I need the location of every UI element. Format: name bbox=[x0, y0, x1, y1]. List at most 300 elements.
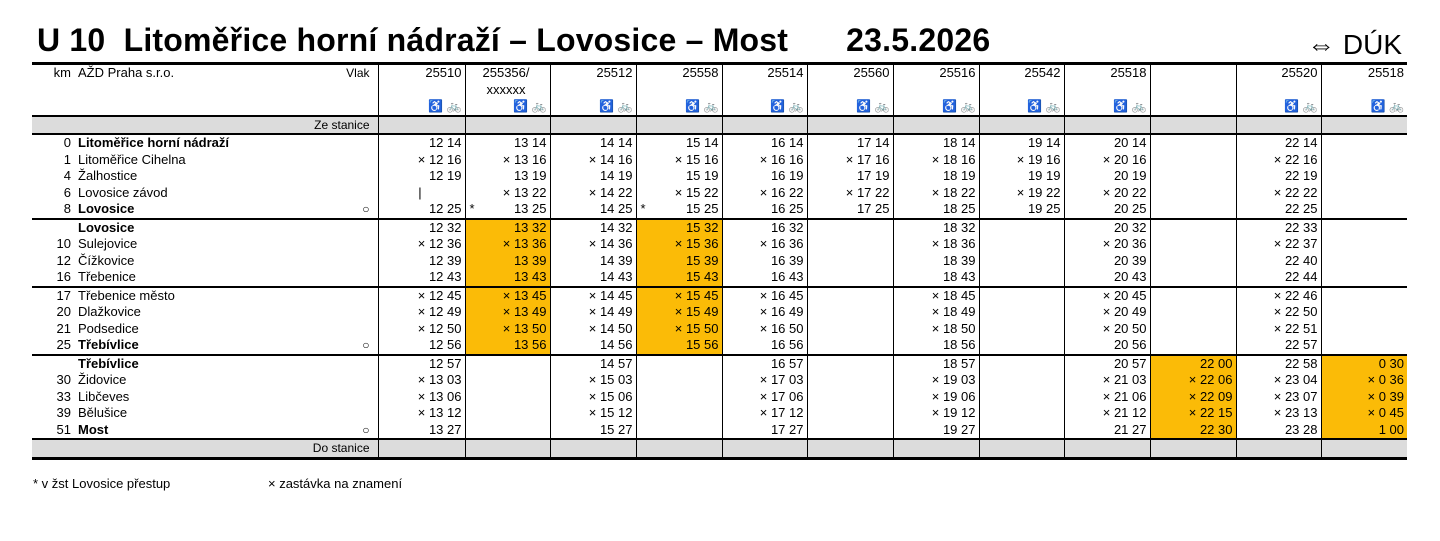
accessibility-bicycle-icon: ♿ 🚲 bbox=[378, 98, 465, 116]
departure-time: 12 56 bbox=[378, 337, 465, 355]
station-name: Třebenice bbox=[78, 269, 136, 284]
departure-time bbox=[979, 269, 1064, 287]
departure-time bbox=[1321, 134, 1407, 152]
departure-time: × 0 45 bbox=[1321, 405, 1407, 422]
station-indicator: ○ bbox=[362, 202, 370, 216]
spacer bbox=[636, 116, 722, 135]
train-number-suffix bbox=[979, 82, 1064, 99]
spacer bbox=[550, 439, 636, 458]
departure-time: 12 57 bbox=[378, 355, 465, 373]
station-km: 51 bbox=[56, 421, 71, 437]
spacer bbox=[32, 116, 74, 135]
station-row bbox=[32, 152, 1407, 169]
station-row bbox=[32, 405, 1407, 422]
departure-time: × 15 36 bbox=[636, 236, 722, 253]
request-stop-note: × zastávka na znamení bbox=[268, 476, 403, 491]
train-number: 25560 bbox=[807, 64, 893, 82]
departure-time: 1 00 bbox=[1321, 422, 1407, 440]
station-km: 20 bbox=[56, 304, 71, 319]
departure-time: 21 27 bbox=[1064, 422, 1150, 440]
departure-time bbox=[465, 405, 550, 422]
spacer bbox=[1064, 439, 1150, 458]
departure-time: 14 14 bbox=[550, 134, 636, 152]
departure-time: × 20 36 bbox=[1064, 236, 1150, 253]
departure-time: 20 14 bbox=[1064, 134, 1150, 152]
station-indicator bbox=[332, 269, 378, 287]
departure-time: 14 43 bbox=[550, 269, 636, 287]
departure-time: × 17 12 bbox=[722, 405, 807, 422]
accessibility-bicycle-icon: ♿ 🚲 bbox=[465, 98, 550, 116]
departure-time: 19 14 bbox=[979, 134, 1064, 152]
station-km: 25 bbox=[56, 337, 71, 352]
departure-time: × 18 50 bbox=[893, 321, 979, 338]
transfer-mark: * bbox=[469, 201, 475, 216]
station-name: Lovosice závod bbox=[78, 184, 168, 200]
spacer bbox=[636, 439, 722, 458]
departure-time bbox=[1321, 152, 1407, 169]
departure-time: × 13 22 bbox=[465, 185, 550, 202]
spacer bbox=[1321, 116, 1407, 135]
departure-time: × 20 45 bbox=[1064, 287, 1150, 305]
departure-time: × 12 36 bbox=[378, 236, 465, 253]
spacer bbox=[1236, 439, 1321, 458]
departure-time: 15 19 bbox=[636, 168, 722, 185]
departure-time: × 23 04 bbox=[1236, 372, 1321, 389]
carrier-label: ⇔ DÚK bbox=[1307, 29, 1402, 60]
station-indicator bbox=[332, 372, 378, 389]
departure-time: × 18 45 bbox=[893, 287, 979, 305]
departure-time: 16 25 bbox=[722, 201, 807, 219]
departure-time: × 13 45 bbox=[465, 287, 550, 305]
station-km: 10 bbox=[56, 236, 71, 251]
spacer bbox=[893, 439, 979, 458]
departure-time: 18 25 bbox=[893, 201, 979, 219]
departure-time bbox=[979, 422, 1064, 440]
departure-time bbox=[636, 355, 722, 373]
departure-time: | bbox=[378, 185, 465, 202]
departure-time: × 16 22 bbox=[722, 185, 807, 202]
departure-time: 13 14 bbox=[465, 134, 550, 152]
station-name: Dlažkovice bbox=[78, 304, 141, 319]
station-indicator bbox=[332, 134, 378, 152]
station-indicator bbox=[332, 389, 378, 406]
departure-time bbox=[807, 269, 893, 287]
departure-time: × 22 50 bbox=[1236, 304, 1321, 321]
station-indicator bbox=[332, 185, 378, 202]
departure-time: 17 14 bbox=[807, 134, 893, 152]
departure-time bbox=[979, 372, 1064, 389]
departure-time: 22 33 bbox=[1236, 219, 1321, 237]
station-km: 30 bbox=[56, 372, 71, 387]
spacer bbox=[1150, 116, 1236, 135]
departure-time: × 22 06 bbox=[1150, 372, 1236, 389]
departure-time bbox=[1321, 253, 1407, 270]
departure-time: × 14 45 bbox=[550, 287, 636, 305]
accessibility-bicycle-icon: ♿ 🚲 bbox=[1236, 98, 1321, 116]
departure-time: 18 57 bbox=[893, 355, 979, 373]
departure-time: 18 14 bbox=[893, 134, 979, 152]
departure-time: × 14 16 bbox=[550, 152, 636, 169]
departure-time: 18 19 bbox=[893, 168, 979, 185]
departure-time: × 13 06 bbox=[378, 389, 465, 406]
time-value: 13 25 bbox=[513, 201, 547, 216]
departure-time bbox=[1150, 304, 1236, 321]
train-number: 25510 bbox=[378, 64, 465, 82]
train-number: 25514 bbox=[722, 64, 807, 82]
station-row bbox=[32, 321, 1407, 338]
departure-time: 15 39 bbox=[636, 253, 722, 270]
departure-time: 20 32 bbox=[1064, 219, 1150, 237]
departure-time bbox=[1321, 168, 1407, 185]
departure-time: × 16 45 bbox=[722, 287, 807, 305]
departure-time: × 13 12 bbox=[378, 405, 465, 422]
departure-time: 16 43 bbox=[722, 269, 807, 287]
departure-time bbox=[807, 219, 893, 237]
departure-time: 20 19 bbox=[1064, 168, 1150, 185]
departure-time: 12 25 bbox=[378, 201, 465, 219]
timetable-date: 23.5.2026 bbox=[846, 22, 991, 58]
departure-time bbox=[1150, 337, 1236, 355]
departure-time: × 13 03 bbox=[378, 372, 465, 389]
departure-time: 16 57 bbox=[722, 355, 807, 373]
departure-time: 16 19 bbox=[722, 168, 807, 185]
departure-time bbox=[979, 219, 1064, 237]
train-number-suffix bbox=[636, 82, 722, 99]
spacer bbox=[722, 439, 807, 458]
spacer bbox=[1321, 439, 1407, 458]
spacer bbox=[722, 116, 807, 135]
departure-time bbox=[1321, 269, 1407, 287]
station-km: 16 bbox=[56, 269, 71, 284]
transfer-mark: * bbox=[640, 201, 646, 216]
departure-time bbox=[465, 422, 550, 440]
departure-time: 22 30 bbox=[1150, 422, 1236, 440]
departure-time: 14 39 bbox=[550, 253, 636, 270]
departure-time bbox=[636, 405, 722, 422]
departure-time: × 19 16 bbox=[979, 152, 1064, 169]
departure-time: 12 39 bbox=[378, 253, 465, 270]
station-name: Litoměřice horní nádraží bbox=[74, 134, 332, 152]
transfer-note: * v žst Lovosice přestup bbox=[33, 476, 171, 491]
station-name: Libčeves bbox=[78, 388, 130, 404]
station-indicator bbox=[332, 152, 378, 169]
departure-time: 14 57 bbox=[550, 355, 636, 373]
departure-time: 12 14 bbox=[378, 134, 465, 152]
spacer bbox=[332, 82, 378, 99]
departure-time: 14 25 bbox=[550, 201, 636, 219]
departure-time bbox=[807, 321, 893, 338]
station-km: 6 bbox=[63, 184, 71, 200]
departure-time: 22 58 bbox=[1236, 355, 1321, 373]
station-row bbox=[32, 168, 1407, 185]
station-km: 0 bbox=[32, 134, 74, 152]
departure-time: × 12 49 bbox=[378, 304, 465, 321]
departure-time: 23 28 bbox=[1236, 422, 1321, 440]
departure-time: × 20 22 bbox=[1064, 185, 1150, 202]
departure-time: 22 44 bbox=[1236, 269, 1321, 287]
departure-time bbox=[979, 389, 1064, 406]
train-number-suffix bbox=[722, 82, 807, 99]
route-name: Litoměřice horní nádraží – Lovosice – Most bbox=[123, 22, 789, 58]
spacer bbox=[807, 116, 893, 135]
departure-time: × 22 51 bbox=[1236, 321, 1321, 338]
spacer bbox=[378, 116, 465, 135]
departure-time: × 12 45 bbox=[378, 287, 465, 305]
spacer bbox=[465, 439, 550, 458]
departure-time: × 15 06 bbox=[550, 389, 636, 406]
departure-time bbox=[979, 355, 1064, 373]
departure-time: × 18 16 bbox=[893, 152, 979, 169]
station-row bbox=[32, 372, 1407, 389]
departure-time: 15 43 bbox=[636, 269, 722, 287]
train-number-suffix bbox=[893, 82, 979, 99]
departure-time bbox=[465, 201, 550, 219]
departure-time: × 22 46 bbox=[1236, 287, 1321, 305]
departure-time: × 17 16 bbox=[807, 152, 893, 169]
departure-time: × 22 16 bbox=[1236, 152, 1321, 169]
departure-time: 15 32 bbox=[636, 219, 722, 237]
station-row bbox=[32, 422, 1407, 440]
departure-time bbox=[979, 337, 1064, 355]
departure-time: × 19 22 bbox=[979, 185, 1064, 202]
departure-time: 20 43 bbox=[1064, 269, 1150, 287]
spacer bbox=[979, 116, 1064, 135]
departure-time: × 15 22 bbox=[636, 185, 722, 202]
train-number-suffix bbox=[378, 82, 465, 99]
departure-time: × 17 06 bbox=[722, 389, 807, 406]
departure-time: 22 00 bbox=[1150, 355, 1236, 373]
departure-time: × 23 13 bbox=[1236, 405, 1321, 422]
departure-time: 22 14 bbox=[1236, 134, 1321, 152]
spacer bbox=[807, 439, 893, 458]
station-name: Čížkovice bbox=[78, 252, 135, 268]
station-name: Sulejovice bbox=[78, 236, 138, 251]
departure-time: × 18 36 bbox=[893, 236, 979, 253]
departure-time: 22 57 bbox=[1236, 337, 1321, 355]
departure-time: 20 25 bbox=[1064, 201, 1150, 219]
departure-time bbox=[1321, 201, 1407, 219]
departure-time bbox=[807, 287, 893, 305]
departure-time: × 17 22 bbox=[807, 185, 893, 202]
departure-time: 13 56 bbox=[465, 337, 550, 355]
departure-time bbox=[1150, 287, 1236, 305]
departure-time: × 22 15 bbox=[1150, 405, 1236, 422]
departure-time: 17 19 bbox=[807, 168, 893, 185]
departure-time: × 15 50 bbox=[636, 321, 722, 338]
departure-time: 0 30 bbox=[1321, 355, 1407, 373]
departure-time: × 22 09 bbox=[1150, 389, 1236, 406]
station-indicator bbox=[332, 405, 378, 422]
departure-time: × 20 49 bbox=[1064, 304, 1150, 321]
departure-time bbox=[1321, 337, 1407, 355]
departure-time: 14 32 bbox=[550, 219, 636, 237]
accessibility-bicycle-icon: ♿ 🚲 bbox=[636, 98, 722, 116]
station-indicator bbox=[332, 287, 378, 305]
spacer bbox=[32, 82, 74, 99]
train-number-suffix bbox=[550, 82, 636, 99]
spacer bbox=[32, 98, 74, 116]
station-km: 8 bbox=[63, 201, 71, 216]
departure-time: 15 27 bbox=[550, 422, 636, 440]
departure-time: × 19 03 bbox=[893, 372, 979, 389]
departure-time bbox=[1150, 236, 1236, 253]
departure-time bbox=[1321, 236, 1407, 253]
departure-time bbox=[979, 253, 1064, 270]
spacer bbox=[332, 98, 378, 116]
departure-time bbox=[1150, 219, 1236, 237]
departure-time bbox=[1150, 321, 1236, 338]
station-indicator: ○ bbox=[362, 338, 370, 352]
station-row bbox=[32, 236, 1407, 253]
departure-time: 17 27 bbox=[722, 422, 807, 440]
departure-time: 13 39 bbox=[465, 253, 550, 270]
train-number bbox=[1150, 64, 1236, 82]
accessibility-bicycle-icon bbox=[1150, 98, 1236, 116]
departure-time: 13 32 bbox=[465, 219, 550, 237]
departure-time: × 16 36 bbox=[722, 236, 807, 253]
departure-time bbox=[636, 389, 722, 406]
train-number-suffix bbox=[1064, 82, 1150, 99]
station-km: 4 bbox=[63, 168, 71, 183]
departure-time: × 13 16 bbox=[465, 152, 550, 169]
departure-time bbox=[979, 287, 1064, 305]
train-number: 25542 bbox=[979, 64, 1064, 82]
departure-time: 16 56 bbox=[722, 337, 807, 355]
departure-time: 13 43 bbox=[465, 269, 550, 287]
departure-time: 18 56 bbox=[893, 337, 979, 355]
departure-time bbox=[807, 236, 893, 253]
departure-time bbox=[636, 201, 722, 219]
departure-time: 14 56 bbox=[550, 337, 636, 355]
station-row bbox=[32, 304, 1407, 321]
departure-time: 16 39 bbox=[722, 253, 807, 270]
station-indicator bbox=[332, 219, 378, 237]
spacer bbox=[465, 116, 550, 135]
train-number: 25518 bbox=[1064, 64, 1150, 82]
station-name: Třebívlice bbox=[74, 355, 332, 373]
spacer bbox=[74, 82, 332, 99]
km-header: km bbox=[32, 64, 74, 82]
station-indicator bbox=[332, 355, 378, 373]
spacer bbox=[979, 439, 1064, 458]
departure-time: × 20 50 bbox=[1064, 321, 1150, 338]
departure-time: 19 19 bbox=[979, 168, 1064, 185]
departure-time bbox=[636, 372, 722, 389]
station-km bbox=[32, 219, 74, 237]
station-row bbox=[32, 389, 1407, 406]
station-name: Lovosice bbox=[74, 219, 332, 237]
departure-time bbox=[1150, 152, 1236, 169]
station-indicator bbox=[332, 168, 378, 185]
departure-time: × 0 36 bbox=[1321, 372, 1407, 389]
departure-time: × 15 49 bbox=[636, 304, 722, 321]
station-row bbox=[32, 337, 1407, 355]
departure-time: × 14 22 bbox=[550, 185, 636, 202]
station-km bbox=[32, 355, 74, 373]
departure-time: × 13 36 bbox=[465, 236, 550, 253]
to-station-label: Do stanice bbox=[74, 439, 378, 458]
departure-time: 22 25 bbox=[1236, 201, 1321, 219]
station-km: 33 bbox=[56, 388, 71, 404]
departure-time: × 22 22 bbox=[1236, 185, 1321, 202]
station-indicator bbox=[332, 253, 378, 270]
departure-time bbox=[807, 422, 893, 440]
departure-time: 17 25 bbox=[807, 201, 893, 219]
station-name: Židovice bbox=[78, 372, 127, 387]
spacer bbox=[550, 116, 636, 135]
departure-time: × 16 49 bbox=[722, 304, 807, 321]
station-km: 12 bbox=[56, 252, 71, 268]
departure-time bbox=[465, 372, 550, 389]
station-name: Most bbox=[78, 421, 109, 437]
station-indicator bbox=[332, 321, 378, 338]
spacer bbox=[74, 98, 332, 116]
station-row bbox=[32, 134, 1407, 152]
train-number: 25516 bbox=[893, 64, 979, 82]
departure-time: 20 39 bbox=[1064, 253, 1150, 270]
departure-time: × 18 49 bbox=[893, 304, 979, 321]
departure-time: 12 43 bbox=[378, 269, 465, 287]
departure-time: × 15 12 bbox=[550, 405, 636, 422]
departure-time: 19 25 bbox=[979, 201, 1064, 219]
departure-time bbox=[807, 372, 893, 389]
departure-time bbox=[1321, 185, 1407, 202]
departure-time: × 18 22 bbox=[893, 185, 979, 202]
station-km: 21 bbox=[56, 320, 71, 336]
departure-time bbox=[979, 405, 1064, 422]
departure-time: × 12 50 bbox=[378, 321, 465, 338]
accessibility-bicycle-icon: ♿ 🚲 bbox=[722, 98, 807, 116]
station-name: Bělušice bbox=[78, 405, 128, 420]
departure-time: 12 19 bbox=[378, 168, 465, 185]
train-number: 25518 bbox=[1321, 64, 1407, 82]
departure-time bbox=[465, 355, 550, 373]
station-name: Podsedice bbox=[78, 320, 139, 336]
departure-time: 14 19 bbox=[550, 168, 636, 185]
departure-time: 19 27 bbox=[893, 422, 979, 440]
departure-time: 13 27 bbox=[378, 422, 465, 440]
departure-time: 22 40 bbox=[1236, 253, 1321, 270]
departure-time: × 20 16 bbox=[1064, 152, 1150, 169]
departure-time bbox=[1150, 134, 1236, 152]
timetable-title bbox=[37, 22, 990, 59]
departure-time bbox=[465, 389, 550, 406]
station-name: Žalhostice bbox=[78, 168, 138, 183]
departure-time: × 13 49 bbox=[465, 304, 550, 321]
station-row bbox=[32, 185, 1407, 202]
spacer bbox=[1236, 116, 1321, 135]
spacer bbox=[1150, 439, 1236, 458]
accessibility-bicycle-icon: ♿ 🚲 bbox=[1064, 98, 1150, 116]
departure-time bbox=[807, 304, 893, 321]
spacer bbox=[378, 439, 465, 458]
train-number: 255356/ bbox=[465, 64, 550, 82]
departure-time: 16 14 bbox=[722, 134, 807, 152]
departure-time: × 15 16 bbox=[636, 152, 722, 169]
departure-time: × 16 16 bbox=[722, 152, 807, 169]
station-name: Litoměřice Cihelna bbox=[78, 151, 186, 167]
train-number: 25512 bbox=[550, 64, 636, 82]
train-number-suffix bbox=[1321, 82, 1407, 99]
departure-time bbox=[979, 304, 1064, 321]
departure-time: × 21 12 bbox=[1064, 405, 1150, 422]
departure-time bbox=[1150, 168, 1236, 185]
departure-time bbox=[1150, 185, 1236, 202]
time-value: 15 25 bbox=[685, 201, 719, 216]
station-name: Lovosice bbox=[78, 201, 135, 216]
departure-time bbox=[1150, 201, 1236, 219]
departure-time: 22 19 bbox=[1236, 168, 1321, 185]
